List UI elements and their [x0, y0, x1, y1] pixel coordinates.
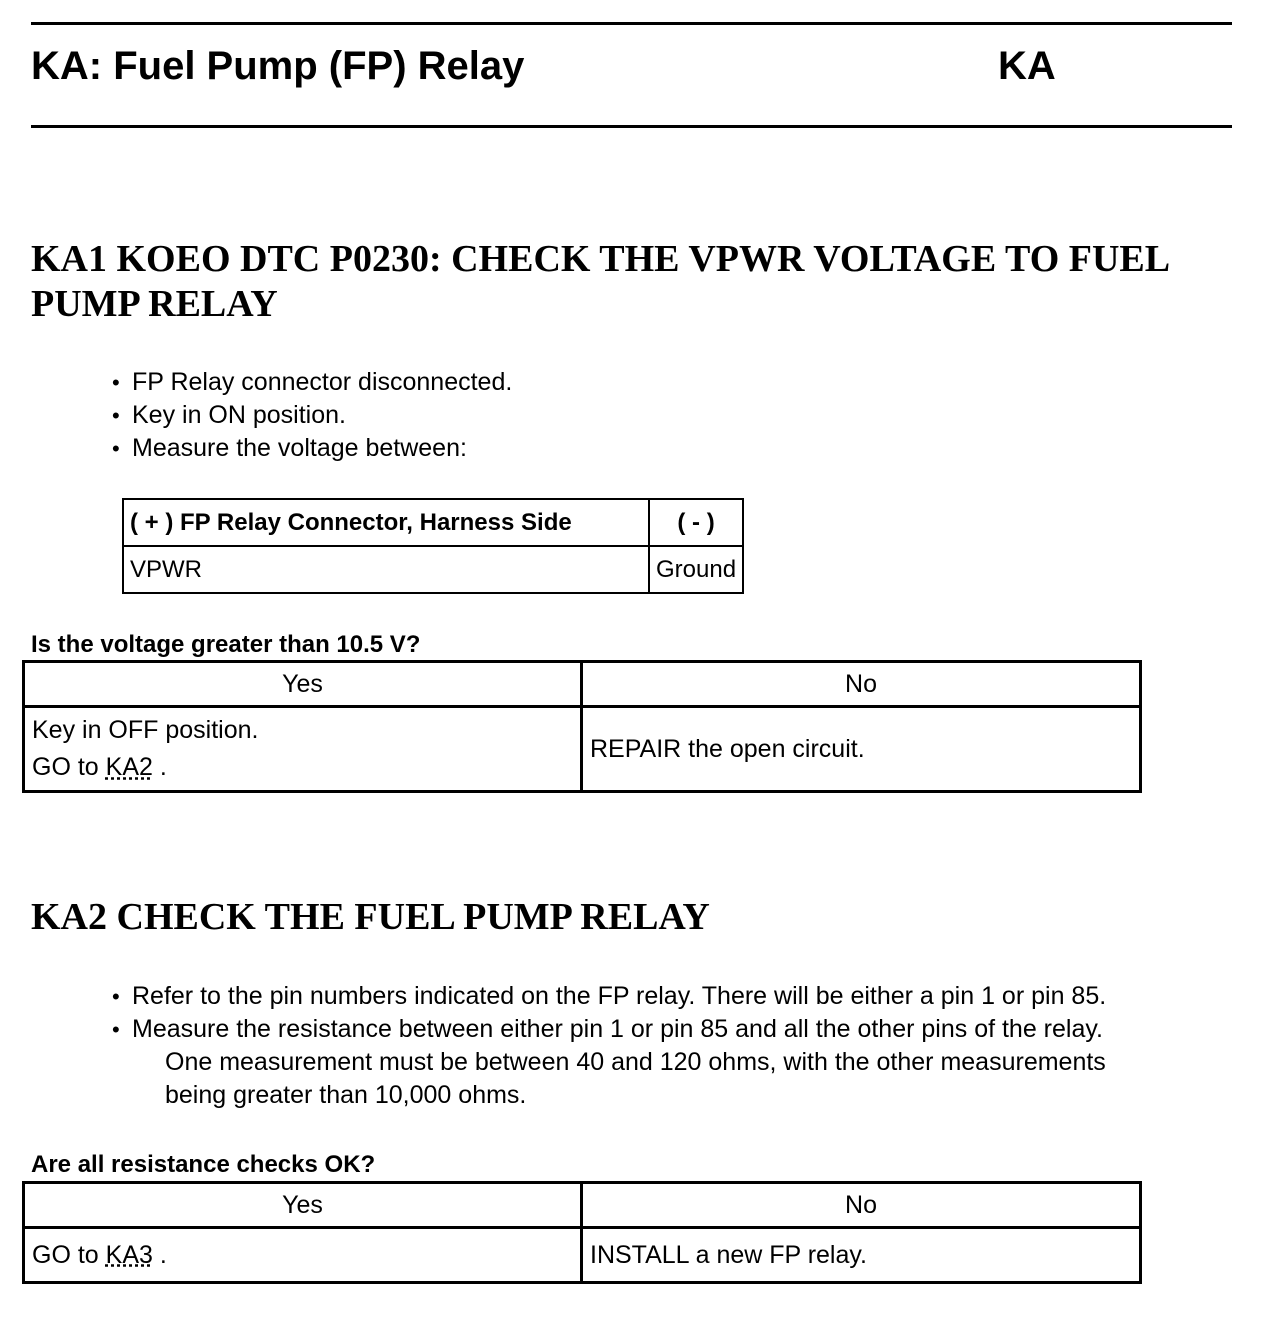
yes-instruction: Key in OFF position. — [32, 716, 259, 744]
header-bottom-rule — [31, 125, 1232, 128]
list-item-continuation: One measurement must be between 40 and 120 ohms, with the other measurements — [165, 1048, 1106, 1076]
yes-header: Yes — [24, 662, 582, 707]
goto-ka3-link[interactable]: KA3 — [105, 1240, 153, 1269]
measurement-table — [122, 498, 744, 594]
no-cell: INSTALL a new FP relay. — [582, 1228, 1141, 1283]
no-header: No — [582, 662, 1141, 707]
yes-cell — [24, 707, 582, 792]
yes-cell — [24, 1228, 582, 1283]
list-item: • FP Relay connector disconnected. — [112, 366, 512, 399]
measurement-negative-cell: Ground — [649, 546, 743, 593]
table-row — [24, 707, 1141, 792]
goto-period: . — [159, 1240, 167, 1269]
page-title: KA: Fuel Pump (FP) Relay — [31, 44, 525, 88]
step-ka1-title: KA1 KOEO DTC P0230: CHECK THE VPWR VOLTAGE TO FUEL PUMP RELAY — [31, 238, 1168, 325]
yes-header: Yes — [24, 1183, 582, 1228]
table-row — [24, 1228, 1141, 1283]
step-ka2-question: Are all resistance checks OK? — [31, 1151, 376, 1178]
step-ka2-title: KA2 CHECK THE FUEL PUMP RELAY — [31, 896, 710, 938]
goto-label: GO to — [32, 753, 99, 781]
list-item: • Key in ON position. — [112, 399, 512, 432]
step-ka1-answer-table — [22, 660, 1142, 793]
no-header: No — [582, 1183, 1141, 1228]
step-ka1-question: Is the voltage greater than 10.5 V? — [31, 631, 421, 658]
goto-period: . — [159, 753, 167, 781]
goto-ka2-link[interactable]: KA2 — [105, 753, 153, 781]
list-item: • Measure the voltage between: — [112, 432, 512, 465]
list-item-continuation: being greater than 10,000 ohms. — [165, 1081, 527, 1109]
measurement-positive-header: ( + ) FP Relay Connector, Harness Side — [123, 499, 649, 546]
measurement-negative-header: ( - ) — [649, 499, 743, 546]
measurement-positive-cell: VPWR — [123, 546, 649, 593]
section-code: KA — [998, 44, 1056, 88]
goto-label: GO to — [32, 1240, 99, 1269]
header-top-rule — [31, 22, 1232, 25]
table-row — [123, 546, 743, 593]
list-item — [112, 1013, 1106, 1112]
step-ka2-answer-table — [22, 1181, 1142, 1284]
step-ka2-bullets — [112, 980, 1106, 1112]
list-item-text: Measure the resistance between either pin 1 or pin 85 and all the other pins of the relay. — [132, 1015, 1103, 1043]
list-item: • Refer to the pin numbers indicated on the FP relay. There will be either a pin 1 or pin 85. — [112, 980, 1106, 1013]
no-cell: REPAIR the open circuit. — [582, 707, 1141, 792]
step-ka1-bullets — [112, 366, 512, 465]
